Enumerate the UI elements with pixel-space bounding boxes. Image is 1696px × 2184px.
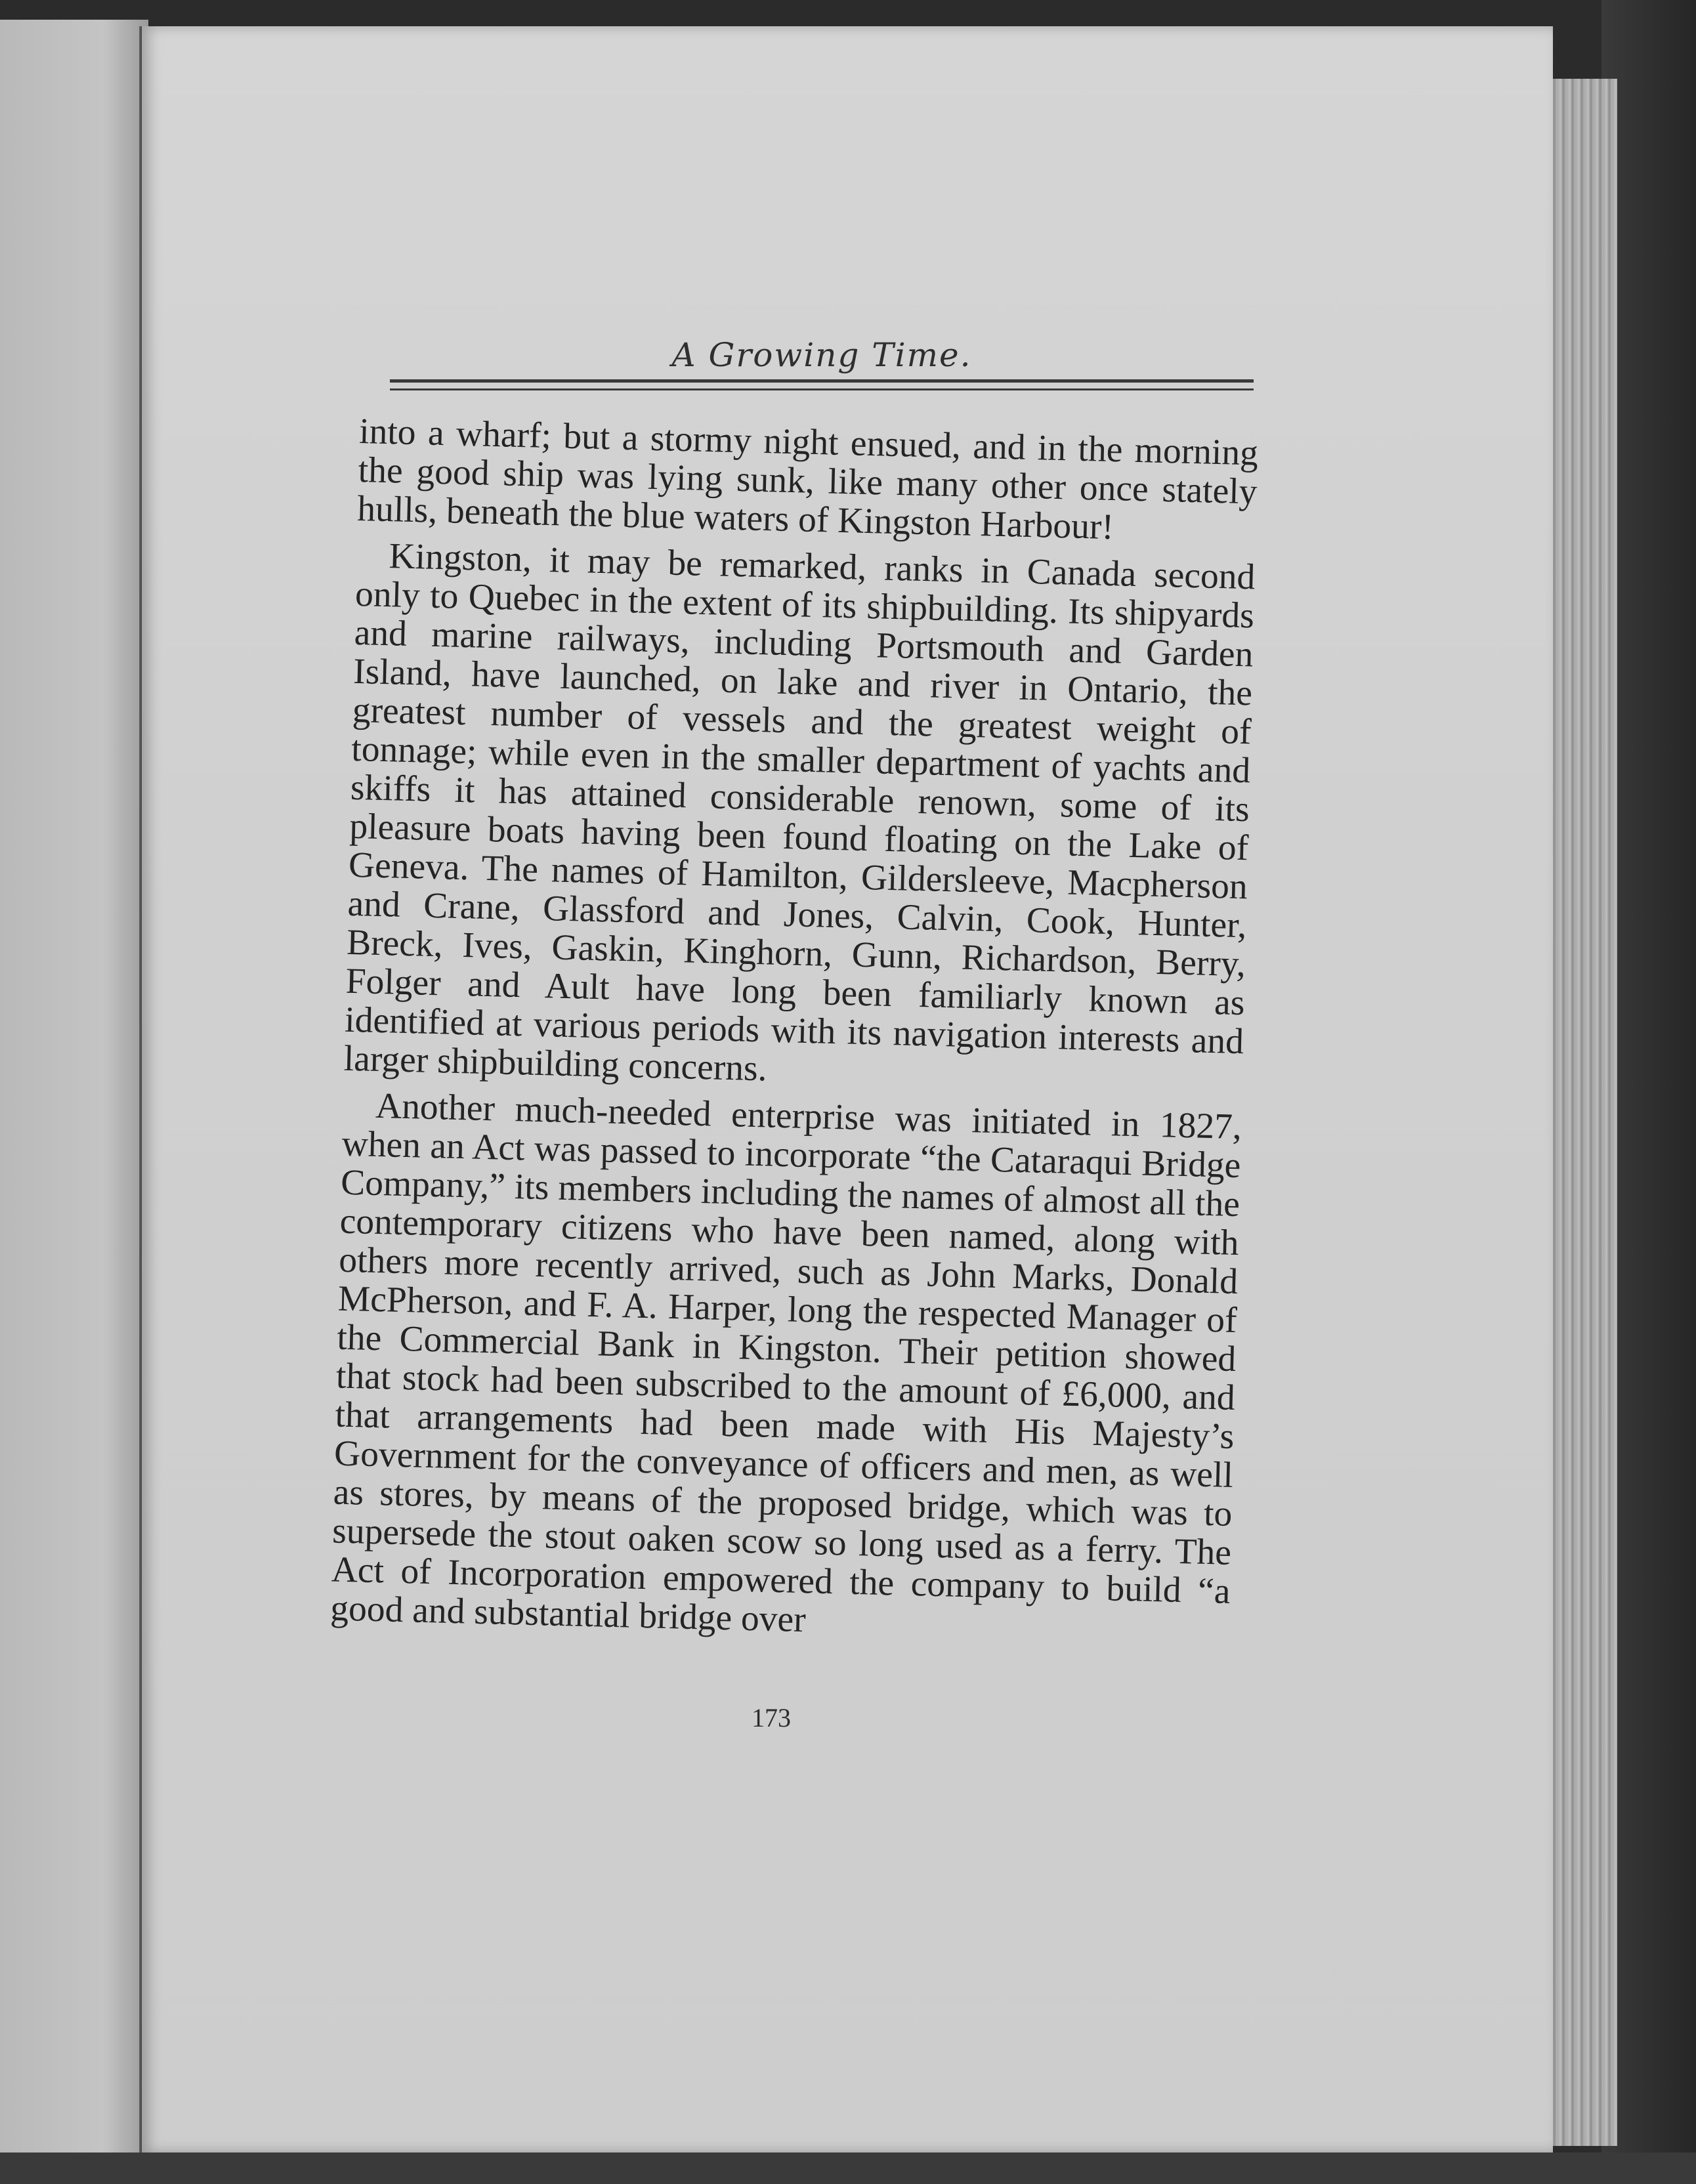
running-head: A Growing Time. bbox=[671, 336, 972, 374]
paragraph-3: Another much-needed enterprise was initiated in 1827, when an Act was passed to incorporate “the Cataraqui Bridge Company,” its members including the names of almost all the contemporary citizens who have been named, along with others more recently arrived, such as John Marks, Donald McPherson, and F. A. Harper, long the respected Manager of the Commercial Bank in Kingston. Their petition showed that stock had been subscribed to the amount of £6,000, and that arrangements had been made with His Majesty’s Government for the conveyance of officers and men, as well as stores, by means of the proposed bridge, which was to supersede the stout oaken scow so long used as a ferry. The Act of Incorporation empowered the company to build “a good and substantial bridge over bbox=[329, 1085, 1242, 1641]
bottom-shadow bbox=[0, 2152, 1696, 2184]
left-page-edge bbox=[0, 20, 148, 2166]
body-text bbox=[328, 412, 1259, 1733]
paragraph-2: Kingston, it may be remarked, ranks in Canada second only to Quebec in the extent of its shipbuilding. Its shipyards and marine railways, including Portsmouth and Garden Island, have launched, on lake and river in Ontario, the greatest number of vessels and the greatest weight of tonnage; while even in the smaller department of yachts and skiffs it has attained considerable renown, some of its pleasure boats having been found floating on the Lake of Geneva. The names of Hamilton, Gildersleeve, Macpherson and Crane, Glassford and Jones, Calvin, Cook, Hunter, Breck, Ives, Gaskin, Kinghorn, Gunn, Richardson, Berry, Folger and Ault have long been familiarly known as identified at various periods with its navigation interests and larger shipbuilding concerns. bbox=[343, 536, 1256, 1089]
header-rule-thin bbox=[390, 388, 1254, 390]
header-rule-thick bbox=[390, 379, 1254, 383]
paragraph-1: into a wharf; but a stormy night ensued, and in the morning the good ship was lying sunk, like many other once stately hulls, beneath the blue waters of Kingston Harbour! bbox=[356, 411, 1259, 548]
page-number: 173 bbox=[752, 1703, 791, 1732]
